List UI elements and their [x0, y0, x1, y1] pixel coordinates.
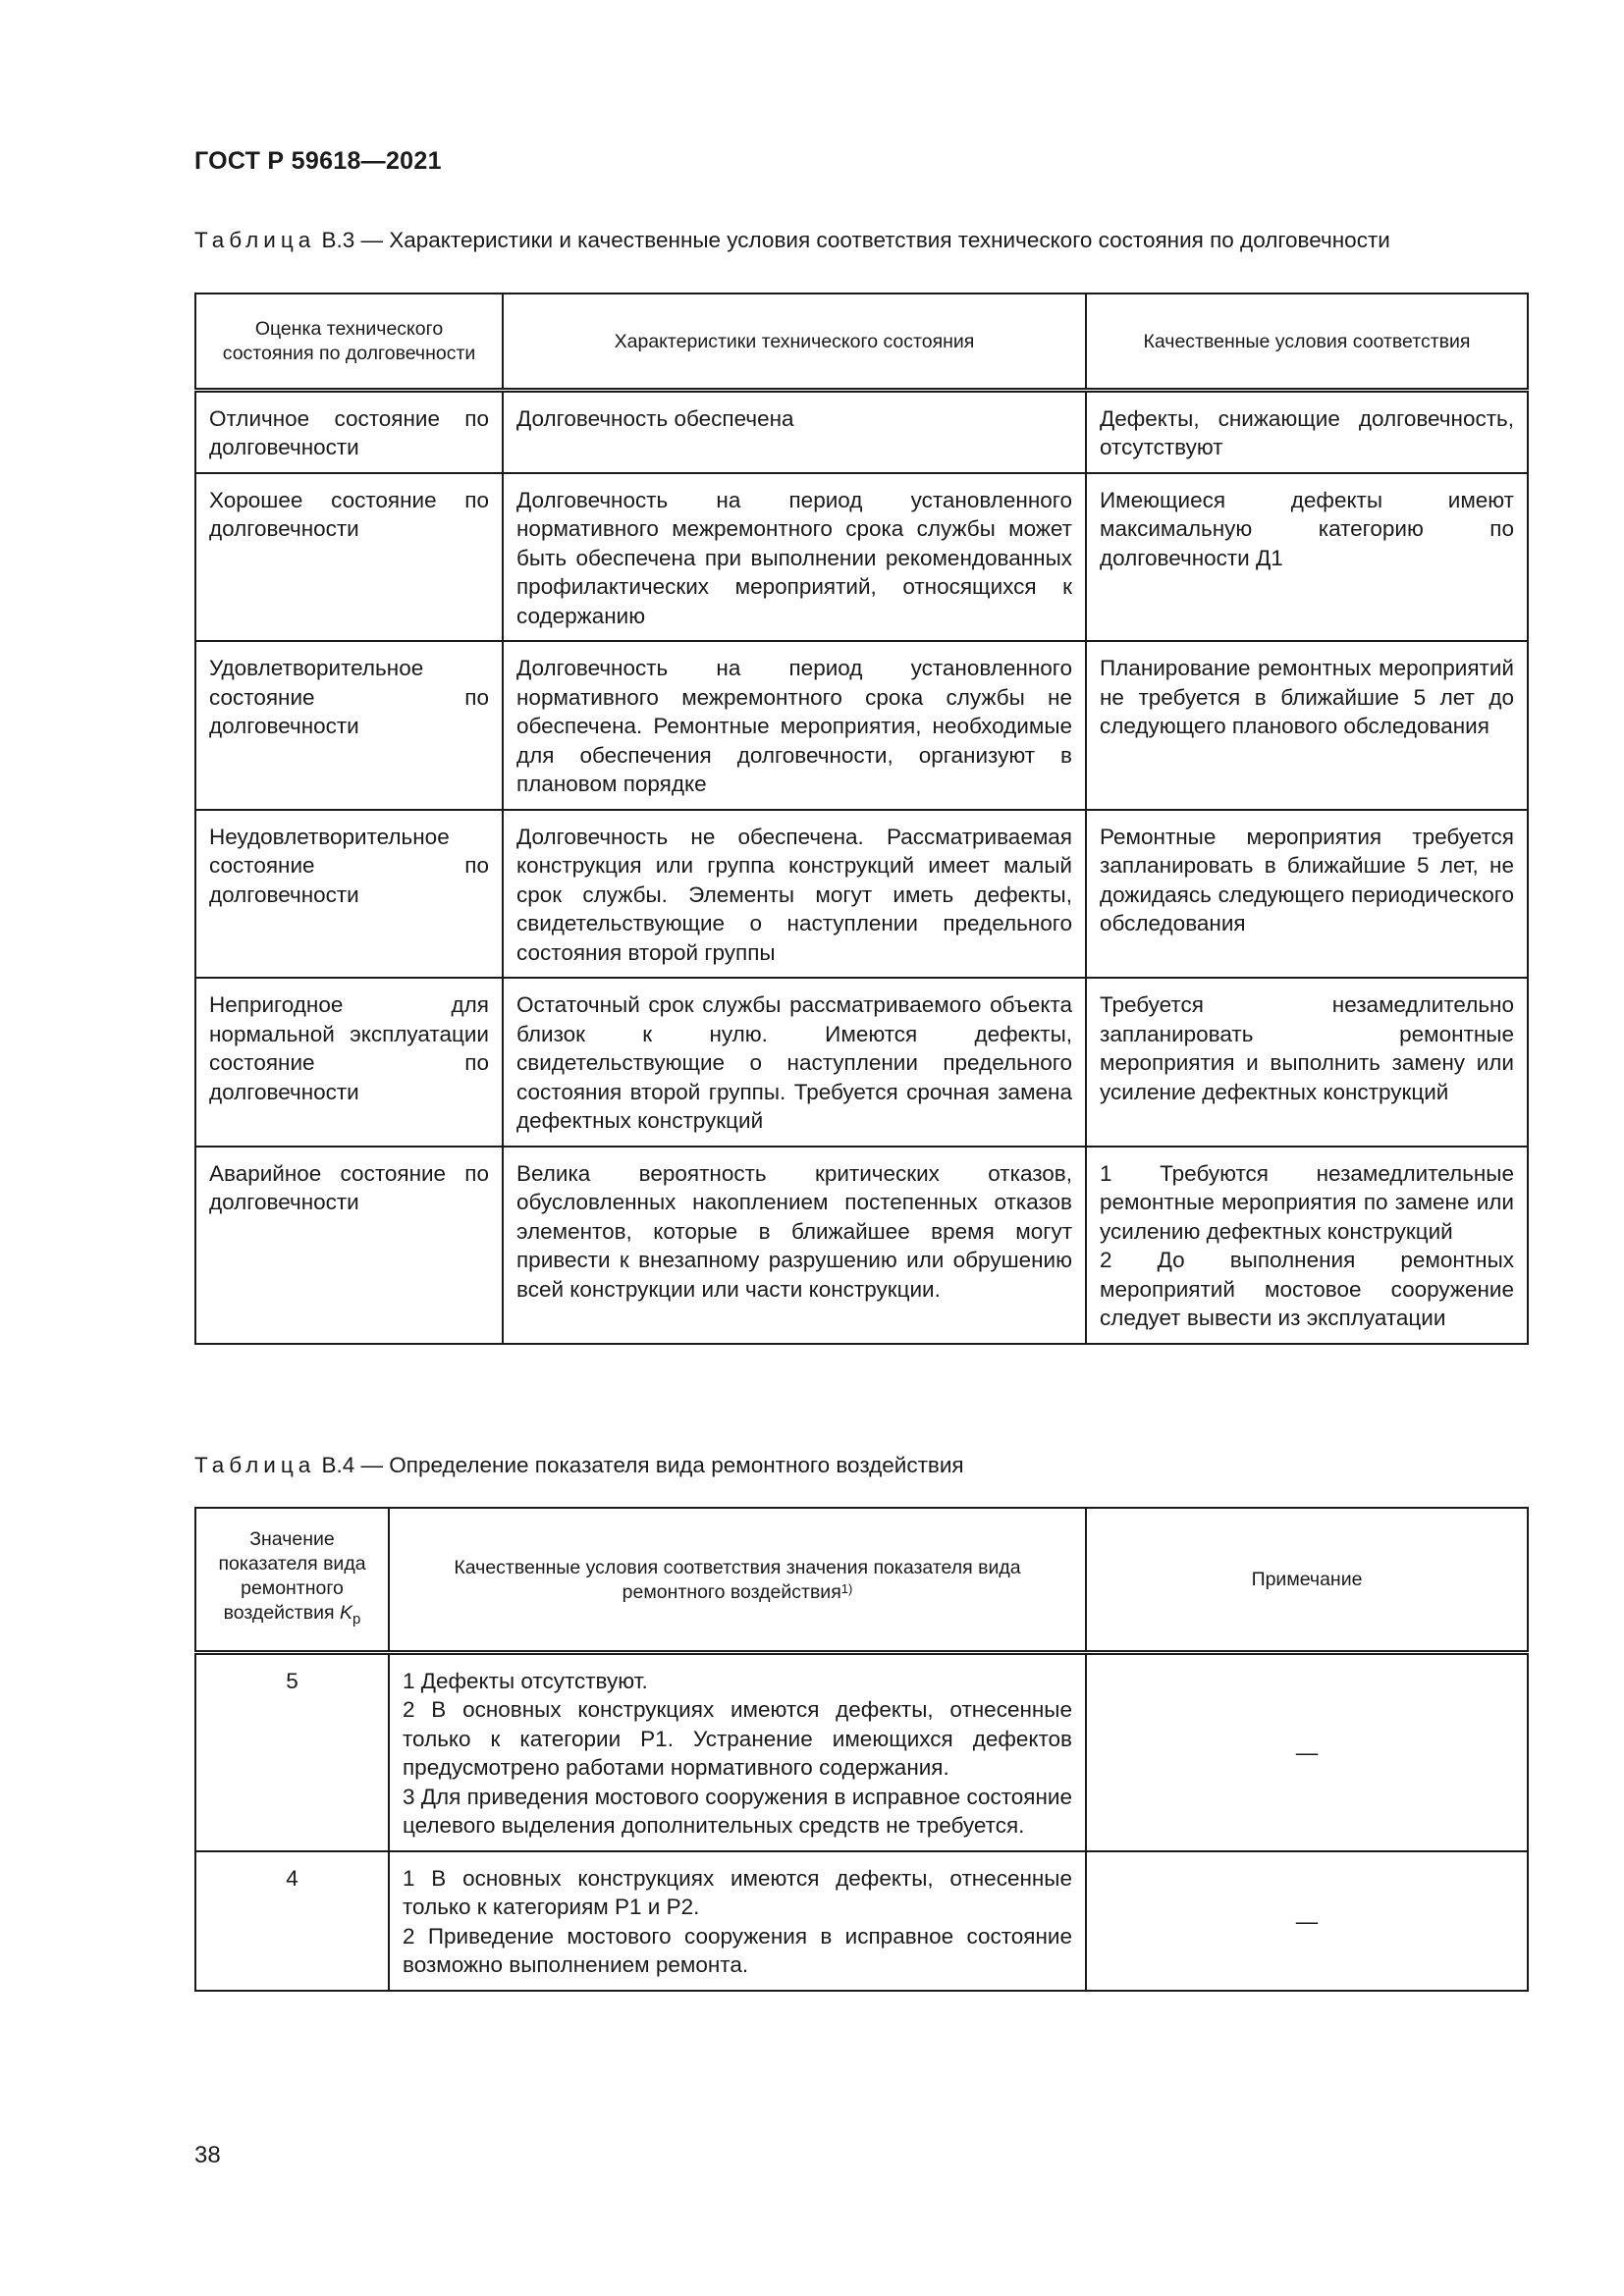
- cell-conditions: [389, 1851, 1086, 1991]
- header-note: Примечание: [1086, 1508, 1528, 1652]
- cell-note: —: [1086, 1851, 1528, 1991]
- cell-characteristics: Долговечность на период установленного нормативного межремонтного срока службы может быть обеспечена при выполнении рекомендованных профилактических мероприятий, относящихся к содержанию: [503, 473, 1086, 642]
- indicator-subscript: р: [352, 1610, 361, 1628]
- header-assessment: Оценка технического состояния по долговечности: [195, 294, 503, 390]
- table-row: [195, 390, 1528, 473]
- cell-note: —: [1086, 1652, 1528, 1851]
- table-b4-caption: [194, 1453, 964, 1478]
- indicator-symbol: K: [339, 1601, 352, 1624]
- condition-item: 1 Дефекты отсутствуют.: [403, 1668, 648, 1693]
- page-number: 38: [194, 2142, 221, 2168]
- table-row: [195, 1851, 1528, 1991]
- cell-conditions: Имеющиеся дефекты имеют максимальную категорию по долговечности Д1: [1086, 473, 1528, 642]
- header-indicator-text: Значение показателя вида ремонтного воздействия: [218, 1527, 366, 1624]
- table-header-row: [195, 1508, 1528, 1652]
- cell-conditions: [1086, 1147, 1528, 1344]
- caption-label: Таблица: [194, 1453, 316, 1477]
- condition-item: 1 В основных конструкциях имеются дефекты, отнесенные только к категориям Р1 и Р2.: [403, 1865, 1072, 1919]
- cell-characteristics: Долговечность на период установленного нормативного межремонтного срока службы не обеспечена. Ремонтные мероприятия, необходимые для обеспечения долговечности, организуют в плановом порядке: [503, 641, 1086, 810]
- cell-assessment: Аварийное состояние по долговечности: [195, 1147, 503, 1344]
- cell-characteristics: Долговечность не обеспечена. Рассматриваемая конструкция или группа конструкций имеет малый срок службы. Элементы могут иметь дефекты, свидетельствующие о наступлении предельного состояния второй группы: [503, 810, 1086, 979]
- table-row: [195, 641, 1528, 810]
- cell-indicator-value: 4: [195, 1851, 389, 1991]
- cell-assessment: Хорошее состояние по долговечности: [195, 473, 503, 642]
- table-b3-caption: [194, 228, 1390, 253]
- header-indicator-value: [195, 1508, 389, 1652]
- document-header: ГОСТ Р 59618—2021: [194, 147, 442, 175]
- condition-item: 2 Приведение мостового сооружения в исправное состояние возможно выполнением ремонта.: [403, 1923, 1072, 1977]
- cell-assessment: Удовлетворительное состояние по долговечности: [195, 641, 503, 810]
- table-row: [195, 810, 1528, 979]
- table-row: [195, 473, 1528, 642]
- condition-item: 2 В основных конструкциях имеются дефекты, отнесенные только к категории Р1. Устранение имеющихся дефектов предусмотрено работами нормативного содержания.: [403, 1697, 1072, 1780]
- caption-text: В.4 — Определение показателя вида ремонтного воздействия: [315, 1453, 964, 1477]
- condition-item: 1 Требуются незамедлительные ремонтные мероприятия по замене или усилению дефектных конструкций: [1100, 1160, 1514, 1244]
- table-b3: [194, 293, 1529, 1345]
- header-conditions: [389, 1508, 1086, 1652]
- caption-label: Таблица: [194, 228, 316, 252]
- cell-conditions: Ремонтные мероприятия требуется запланировать в ближайшие 5 лет, не дожидаясь следующего периодического обследования: [1086, 810, 1528, 979]
- condition-item: 3 Для приведения мостового сооружения в исправное состояние целевого выделения дополнительных средств не требуется.: [403, 1784, 1072, 1838]
- header-conditions: Качественные условия соответствия: [1086, 294, 1528, 390]
- table-header-row: [195, 294, 1528, 390]
- cell-characteristics: Остаточный срок службы рассматриваемого объекта близок к нулю. Имеются дефекты, свидетельствующие о наступлении предельного состояния второй группы. Требуется срочная замена дефектных конструкций: [503, 978, 1086, 1147]
- cell-assessment: Отличное состояние по долговечности: [195, 390, 503, 473]
- table-b4: [194, 1507, 1529, 1992]
- table-row: [195, 1652, 1528, 1851]
- cell-conditions: Дефекты, снижающие долговечность, отсутствуют: [1086, 390, 1528, 473]
- table-row: [195, 978, 1528, 1147]
- caption-text: В.3 — Характеристики и качественные условия соответствия технического состояния по долговечности: [315, 228, 1390, 252]
- condition-item: 2 До выполнения ремонтных мероприятий мостовое сооружение следует вывести из эксплуатации: [1100, 1248, 1514, 1330]
- cell-indicator-value: 5: [195, 1652, 389, 1851]
- cell-conditions: Требуется незамедлительно запланировать ремонтные мероприятия и выполнить замену или усиление дефектных конструкций: [1086, 978, 1528, 1147]
- cell-characteristics: Долговечность обеспечена: [503, 390, 1086, 473]
- cell-conditions: [389, 1652, 1086, 1851]
- cell-assessment: Неудовлетворительное состояние по долговечности: [195, 810, 503, 979]
- header-conditions-text: Качественные условия соответствия значения показателя вида ремонтного воздействия: [454, 1556, 1021, 1603]
- table-row: [195, 1147, 1528, 1344]
- footnote-marker: 1): [840, 1580, 853, 1596]
- cell-characteristics: Велика вероятность критических отказов, обусловленных накоплением постепенных отказов элементов, которые в ближайшее время могут привести к внезапному разрушению или обрушению всей конструкции или части конструкции.: [503, 1147, 1086, 1344]
- cell-conditions: Планирование ремонтных мероприятий не требуется в ближайшие 5 лет до следующего планового обследования: [1086, 641, 1528, 810]
- header-characteristics: Характеристики технического состояния: [503, 294, 1086, 390]
- cell-assessment: Непригодное для нормальной эксплуатации состояние по долговечности: [195, 978, 503, 1147]
